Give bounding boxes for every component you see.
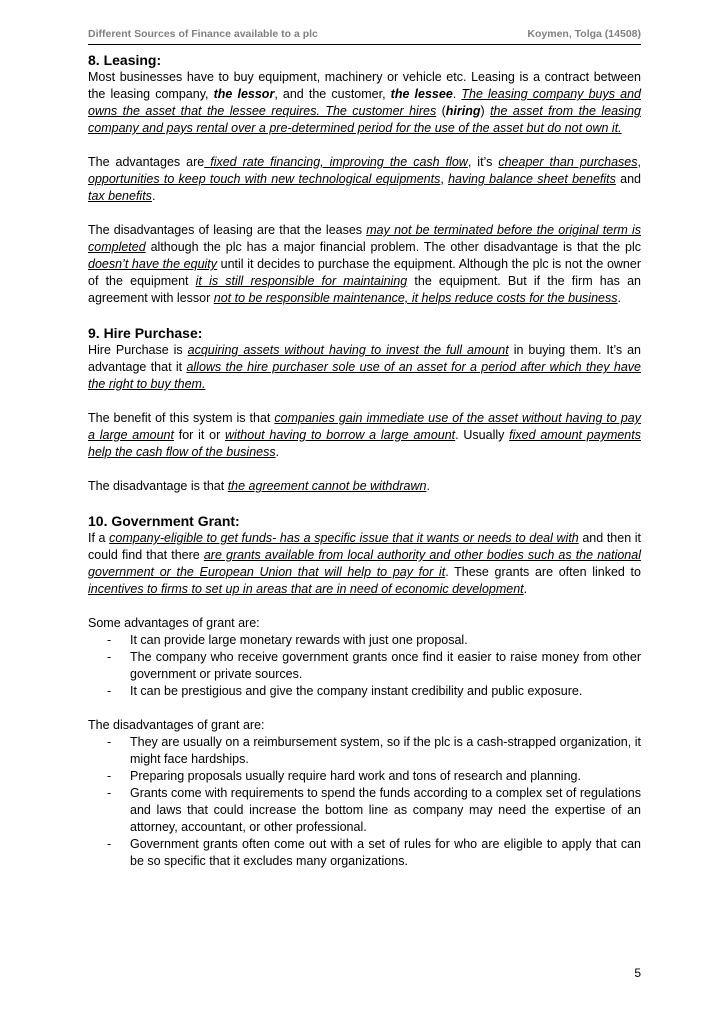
grant-paragraph-1 [88,530,641,598]
text-run: . These grants are often linked to [445,565,641,579]
emphasis-text: may not be terminated before the original term is completed [88,223,642,254]
grant-advantages-list [88,632,641,700]
grant-disadvantages-list [88,734,641,870]
emphasis-text: tax benefits [88,189,152,203]
list-item: - It can be prestigious and give the company instant credibility and public exposure. [88,683,641,700]
header-title: Different Sources of Finance available to a plc [88,28,318,40]
emphasis-text: opportunities to keep touch with new technological equipments [88,172,441,186]
text-run: , and the customer, [274,87,391,101]
emphasis-text: allows the hire purchaser sole use of an asset for a period after which they have the right to buy them. [88,360,641,391]
emphasis-text: The leasing company buys and owns the asset that the lessee requires. The customer hires [88,87,641,118]
text-run: the equipment. But if the firm has an agreement with lessor [88,274,641,305]
text-run: . [523,582,528,596]
text-run: . [426,479,430,493]
list-item: - Preparing proposals usually require hard work and tons of research and planning. [88,768,641,785]
section-heading-hire-purchase: 9. Hire Purchase: [88,325,203,341]
hire-purchase-paragraph-2 [88,410,641,461]
section-heading-government-grant: 10. Government Grant: [88,513,240,529]
term-hiring: hiring [445,104,481,118]
list-item: - Government grants often come out with a set of rules for who are eligible to apply that can be so specific that it excludes many organizations. [88,836,641,870]
text-run: . [275,445,280,459]
emphasis-text: it is still responsible for maintaining [195,274,408,288]
hire-purchase-paragraph-3 [88,478,641,495]
emphasis-text: the agreement cannot be withdrawn [227,479,427,493]
text-run: , [440,172,449,186]
emphasis-text: fixed rate financing, improving the cash flow [204,155,468,169]
grant-disadvantages-intro: The disadvantages of grant are: [88,718,265,732]
header-author: Koymen, Tolga (14508) [527,28,641,40]
leasing-paragraph-1 [88,69,641,137]
text-run: in buying them. It’s an advantage that it [88,343,641,374]
text-run: The disadvantages of leasing are that the leases [88,223,367,237]
emphasis-text: cheaper than purchases [498,155,638,169]
text-run: . [617,291,621,305]
text-run: and [615,172,641,186]
list-item: - Grants come with requirements to spend the funds according to a complex set of regulations and laws that could increase the bottom line as company may need the expertise of an attorney, accountant, or other professional. [88,785,641,836]
text-run: The disadvantage is that [88,479,228,493]
text-run: . Usually [455,428,510,442]
page-header [88,28,641,45]
text-run: , [637,155,641,169]
list-item: - It can provide large monetary rewards with just one proposal. [88,632,641,649]
emphasis-text: not to be responsible maintenance, it helps reduce costs for the business [213,291,618,305]
text-run: . [452,87,462,101]
emphasis-text: the asset from the leasing company and pays rental over a pre-determined period for the use of the asset but do not own it. [88,104,641,135]
text-run: , it’s [467,155,499,169]
text-run: The benefit of this system is that [88,411,275,425]
emphasis-text: fixed amount payments [509,428,641,442]
text-run: and then it could find that there [88,531,642,562]
leasing-paragraph-3 [88,222,641,307]
emphasis-text: help the cash flow of the business [88,445,276,459]
text-run: Most businesses have to buy equipment, machinery or vehicle etc. Leasing is a contract between the leasing company, [88,70,641,101]
text-run: If a [88,531,110,545]
hire-purchase-paragraph-1 [88,342,641,393]
page-content [88,51,641,887]
text-run: ) [480,104,491,118]
emphasis-text: having balance sheet benefits [448,172,616,186]
list-item: - The company who receive government grants once find it easier to raise money from other government or private sources. [88,649,641,683]
text-run: until it decides to purchase the equipment. Although the plc is not the owner of the equipment [88,257,641,288]
text-run: . [151,189,156,203]
emphasis-text: without having to borrow a large amount [225,428,456,442]
emphasis-text: companies gain immediate use of the asset without having to pay a large amount [88,411,641,442]
grant-advantages-intro: Some advantages of grant are: [88,616,260,630]
emphasis-text: company-eligible to get funds- has a specific issue that it wants or needs to deal with [109,531,579,545]
text-run: ( [436,104,446,118]
section-heading-leasing: 8. Leasing: [88,52,162,68]
text-run: Hire Purchase is [88,343,188,357]
list-item: - They are usually on a reimbursement system, so if the plc is a cash-strapped organization, it might face hardships. [88,734,641,768]
emphasis-text: are grants available from local authority and other bodies such as the national government or the European Union that will help to pay for it [88,548,641,579]
text-run: The advantages are [88,155,205,169]
emphasis-text: doesn’t have the equity [88,257,218,271]
leasing-paragraph-2 [88,154,641,205]
emphasis-text: acquiring assets without having to invest the full amount [187,343,509,357]
term-lessor: the lessor [213,87,275,101]
page-number: 5 [634,966,641,980]
emphasis-text: incentives to firms to set up in areas that are in need of economic development [88,582,524,596]
text-run: although the plc has a major financial problem. The other disadvantage is that the plc [145,240,641,254]
term-lessee: the lessee [390,87,453,101]
text-run: for it or [173,428,226,442]
